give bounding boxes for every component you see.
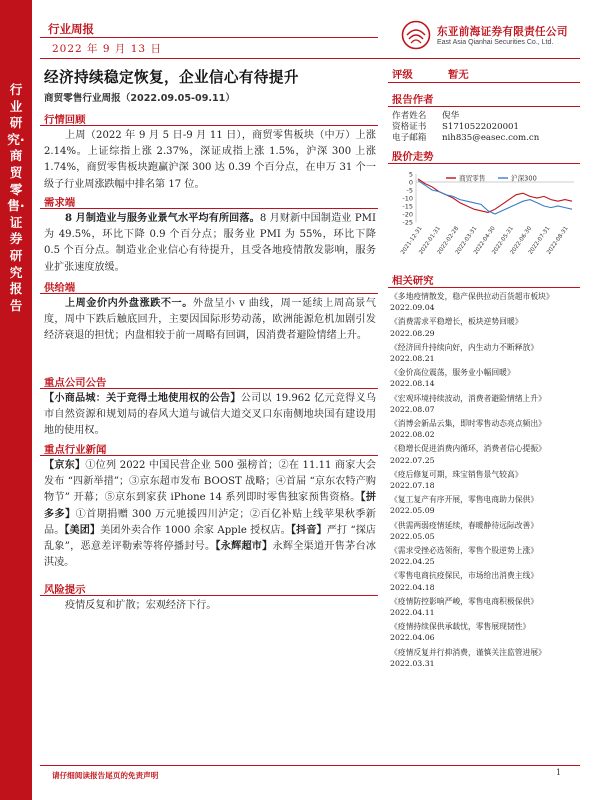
author-row-email[interactable] [392, 131, 539, 143]
related-report-link[interactable]: 《经济回升持续向好，内生动力不断释放》 [390, 342, 539, 352]
news-body-yonghui: 永辉全渠道开售茅台冰淇凌。 [44, 541, 376, 569]
company-logo-icon [401, 20, 431, 50]
sidebar-category-text: 行业研究·商贸零售·证券研究报告 [7, 82, 25, 313]
section-heading-company: 重点公司公告 [44, 377, 107, 389]
chart-y-tick-label: 5 [408, 170, 413, 179]
related-report-link[interactable]: 《疫情防控影响严峻，零售电商积极保供》 [390, 596, 539, 606]
related-report-link[interactable]: 《零售电商抗疫保民，市场给出消费主线》 [390, 571, 539, 581]
section-heading-risk: 风险提示 [44, 584, 86, 596]
section-text-review: 上周（2022 年 9 月 5 日-9 月 11 日），商贸零售板块（中万）上涨 2.14%。上证综指上涨 2.37%，深证成指上涨 1.5%，沪深 300 上涨 1.74%，商贸零售板块跑赢沪深 300 达 0.39 个百分点，在申万 31 个一级子行业周涨跌幅中排名第 17 位。 [44, 130, 376, 190]
chart-x-tick-label: 2022-08-31 [546, 225, 570, 256]
stock-price-chart [388, 168, 580, 268]
related-report-date: 2022.09.04 [390, 303, 435, 313]
related-report-link[interactable]: 《消费需求平稳增长，板块逆势回暖》 [390, 317, 523, 327]
rating-rule [388, 82, 580, 83]
section-rule-review [40, 125, 378, 126]
section-rule-supply [40, 293, 378, 294]
chart-y-tick-label: -20 [402, 210, 413, 219]
report-subtitle: 商贸零售行业周报（2022.09.05-09.11） [44, 93, 235, 104]
related-heading: 相关研究 [392, 275, 434, 287]
news-body-pdd: ①首期捐赠 300 万元驰援四川泸定；②百亿补贴上线苹果秋季新品。 [44, 508, 376, 536]
related-report-link[interactable]: 《金价高位震荡，服务业小幅回暖》 [390, 368, 515, 378]
section-text-supply [44, 296, 376, 345]
author-key: 电子邮箱 [392, 133, 427, 143]
chart-y-tick-label: -10 [402, 194, 413, 203]
page-number: 1 [556, 768, 562, 777]
related-rule [388, 287, 580, 288]
related-report-link[interactable]: 《疫情反复并行抑消费，谨慎关注监管进展》 [390, 647, 546, 657]
section-heading-news: 重点行业新闻 [44, 444, 107, 456]
author-key: 作者姓名 [392, 111, 427, 121]
related-report-date: 2022.04.18 [390, 582, 435, 592]
chart-x-tick-label: 2022-06-30 [509, 225, 534, 256]
sidebar-band [0, 0, 32, 800]
related-report-date: 2022.07.18 [390, 481, 435, 491]
chart-y-tick-label: -5 [406, 186, 413, 195]
related-report-link[interactable]: 《疫情持续保供承载忧，零售展现韧性》 [390, 622, 531, 632]
report-date: 2022 年 9 月 13 日 [52, 43, 162, 55]
related-research-list [390, 291, 580, 672]
report-title: 经济持续稳定恢复，企业信心有待提升 [44, 69, 299, 86]
related-report-date: 2022.08.02 [390, 430, 435, 440]
related-report-date: 2022.03.31 [390, 658, 435, 668]
section-rule-demand [40, 208, 378, 209]
chart-x-tick-label: 2022-07-31 [527, 225, 552, 256]
rating-value: 暂无 [448, 69, 469, 81]
chart-x-tick-label: 2022-01-31 [418, 225, 442, 256]
rating-label: 评级 [392, 69, 413, 81]
related-report-link[interactable]: 《消博会新品云集，即时零售动态亮点频出》 [390, 419, 546, 429]
report-type-tag: 行业周报 [48, 22, 94, 36]
footer-disclaimer[interactable]: 请仔细阅读报告尾页的免责声明 [52, 771, 159, 780]
stock-chart-rule [388, 163, 580, 164]
related-report-link[interactable]: 《疫后修复可期，珠宝销售景气较高》 [390, 469, 523, 479]
related-report-date: 2022.07.25 [390, 455, 435, 465]
chart-x-tick-label: 2022-04-30 [473, 225, 497, 256]
related-report-date: 2022.08.14 [390, 379, 435, 389]
author-value: S1710522020001 [442, 122, 519, 132]
chart-x-tick-label: 2022-03-31 [454, 225, 479, 256]
news-tag-yonghui: 【永辉超市】 [215, 541, 273, 553]
related-report-link[interactable]: 《需求受挫必选领衔，零售个股逆势上涨》 [390, 546, 539, 556]
demand-body: 8 月财新中国制造业 PMI 为 49.5%，环比下降 0.9 个百分点；服务业 PMI 为 55%，环比下降 0.5 个百分点。制造业企业信心有待提升，且受各地疫情散发影响，服务业扩张速度放缓。 [44, 213, 376, 273]
news-tag-meituan: 【美团】 [64, 524, 101, 536]
related-report-date: 2022.05.05 [390, 531, 435, 541]
section-text-news [44, 458, 376, 571]
news-body-meituan: 美团外卖合作 1000 余家 Apple 授权店。 [100, 524, 291, 536]
news-tag-jd: 【京东】 [44, 460, 86, 471]
section-heading-supply: 供给端 [44, 282, 76, 294]
related-report-date: 2022.08.29 [390, 328, 435, 338]
author-key: 资格证书 [392, 122, 427, 132]
author-value: 倪华 [442, 111, 460, 121]
related-report-date: 2022.08.21 [390, 354, 435, 364]
chart-x-tick-label: 2021-12-31 [400, 225, 424, 256]
stock-chart-heading: 股价走势 [392, 151, 434, 163]
related-report-date: 2022.05.09 [390, 506, 435, 516]
section-rule-company [40, 388, 378, 389]
news-body-jd: ①位列 2022 中国民营企业 500 强榜首；②在 11.11 商家大会发布 “四新举措”；③京东超市发布 BOOST 战略；④首届 “京东农特产购物节” 开幕；⑤京东到家获 iPhone 14 系列即时零售独家预售资格。 [44, 460, 376, 504]
header-divider-top [40, 37, 378, 38]
related-report-date: 2022.04.06 [390, 633, 435, 643]
news-body-douyin: 严打 “探店乱象”，恶意差评勒索等将停播封号。 [44, 524, 377, 553]
company-body: 公司以 19.962 亿元竞得义乌市自然资源和规划局的春风大道与诚信大道交叉口东南侧地块国有建设用地的使用权。 [44, 393, 376, 437]
section-rule-news [40, 455, 378, 456]
news-tag-douyin: 【抖音】 [290, 524, 327, 536]
related-report-date: 2022.04.25 [390, 557, 435, 567]
company-name-cn: 东亚前海证券有限责任公司 [437, 26, 568, 38]
section-heading-review: 行情回顾 [44, 114, 86, 126]
supply-body: 外盘呈小 v 曲线，周一延续上周高景气度，周中下跌后触底回升，主要因国际形势动荡，欧洲能源危机加剧引发经济衰退的担忧；内盘相较于前一周略有回调，因消费者避险情绪上升。 [44, 298, 377, 342]
related-report-link[interactable]: 《供需两弱疫情延续，春暖静待远际改善》 [390, 520, 539, 530]
section-text-risk: 疫情反复和扩散；宏观经济下行。 [65, 600, 217, 611]
chart-x-tick-label: 2022-02-28 [436, 225, 461, 256]
chart-y-tick-label: -25 [402, 218, 413, 227]
section-text-demand [44, 211, 376, 276]
chart-legend-label: 沪深300 [511, 174, 537, 183]
chart-y-tick-label: -15 [402, 202, 413, 211]
news-tag-pdd: 【拼多多】 [44, 492, 376, 520]
author-heading: 报告作者 [392, 94, 434, 106]
header-divider-bottom [40, 58, 580, 59]
chart-legend-label: 商贸零售 [459, 174, 486, 183]
related-report-link[interactable]: 《复工复产有序开展，零售电商助力保供》 [390, 495, 539, 505]
author-rule [388, 106, 580, 107]
related-report-date: 2022.04.11 [390, 608, 435, 618]
supply-highlight: 上周金价内外盘涨跌不一。 [65, 298, 193, 309]
company-highlight: 【小商品城：关于竞得土地使用权的公告】 [44, 393, 241, 404]
footer-divider [40, 765, 580, 766]
related-report-link[interactable]: 《稳增长促进消费内循环，消费者信心提振》 [390, 444, 546, 454]
chart-y-tick-label: 0 [408, 178, 413, 187]
related-report-link[interactable]: 《多地疫情散发，稳产保供拉动百货超市板块》 [390, 292, 554, 301]
section-rule-risk [40, 595, 378, 596]
section-text-company [44, 391, 376, 440]
section-heading-demand: 需求端 [44, 197, 76, 209]
related-report-link[interactable]: 《宏观环境持续波动，消费者避险情绪上升》 [390, 393, 546, 403]
author-email-link[interactable]: nih835@easec.com.cn [442, 133, 540, 143]
company-name-en: East Asia Qianhai Securities Co., Ltd. [437, 39, 554, 46]
related-report-date: 2022.08.07 [390, 404, 435, 414]
demand-highlight: 8 月制造业与服务业景气水平均有所回落。 [65, 213, 260, 224]
chart-x-tick-label: 2022-05-31 [491, 225, 515, 256]
